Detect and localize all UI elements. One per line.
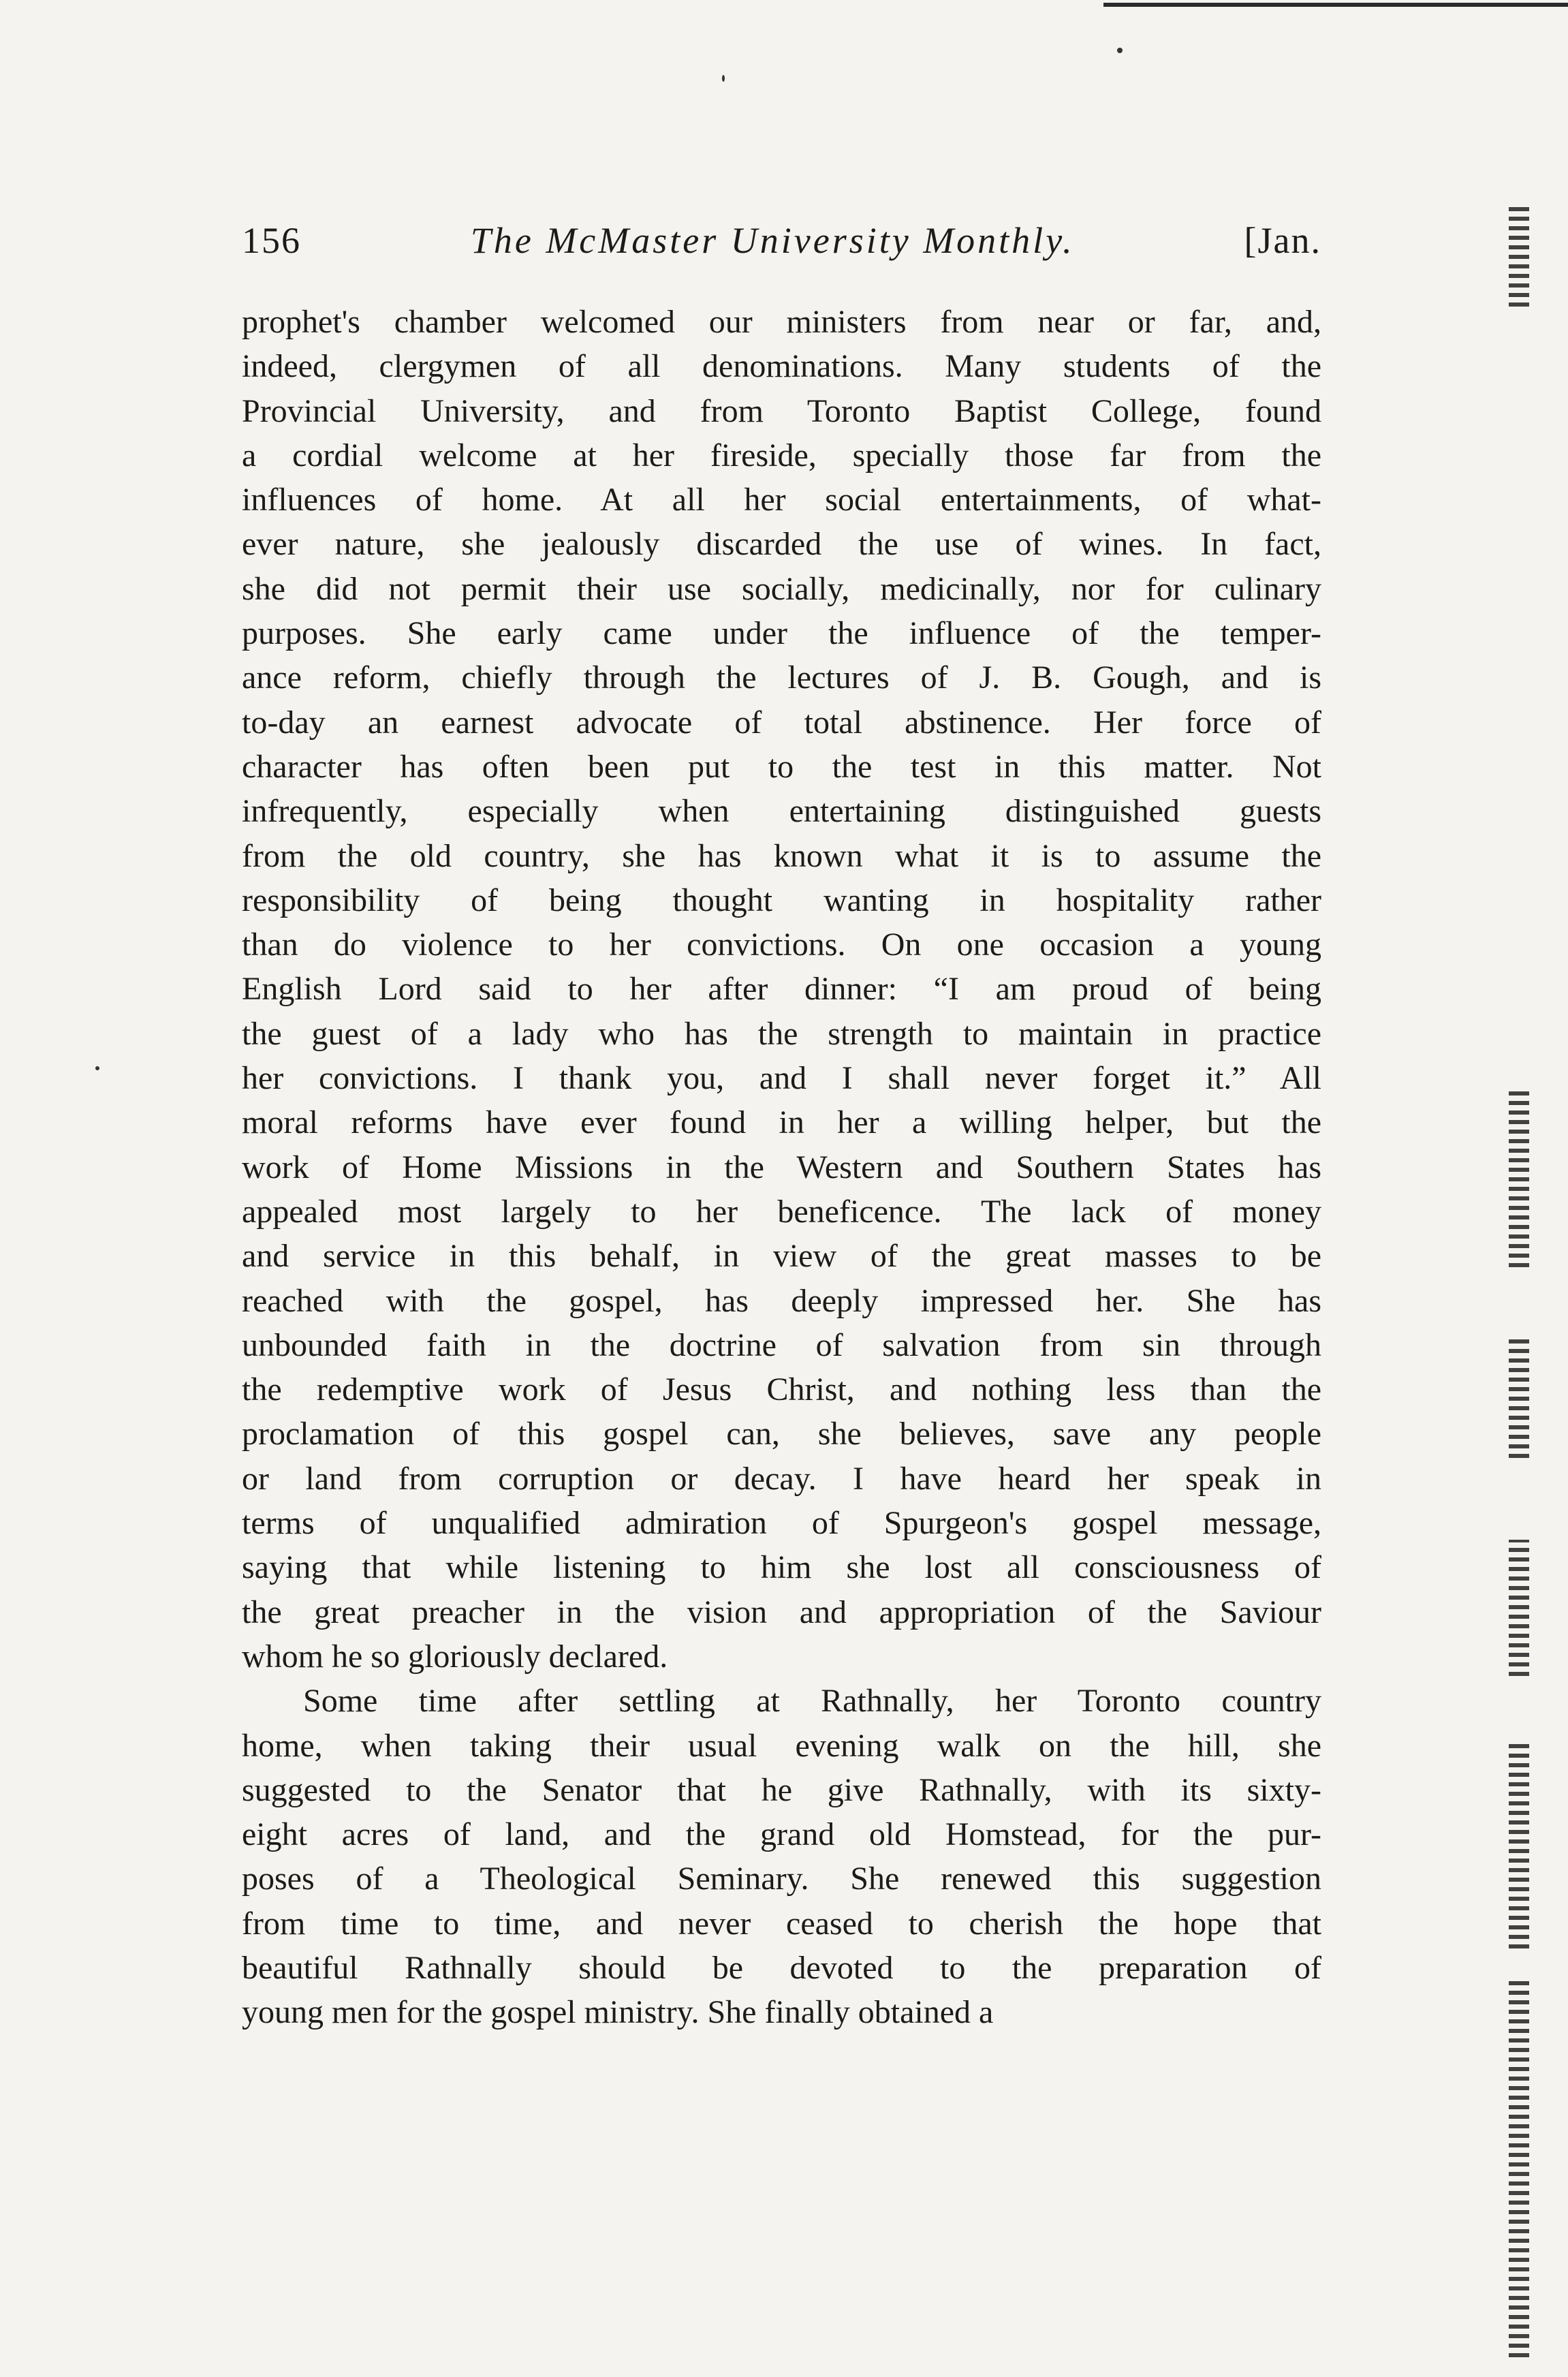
text-line: poses of a Theological Seminary. She renewed this suggestion [242, 1861, 1321, 1897]
text-line: whom he so gloriously declared. [242, 1638, 668, 1675]
scan-speck [722, 75, 725, 82]
text-line: English Lord said to her after dinner: “I am proud of being [242, 971, 1321, 1008]
scan-speck [1117, 48, 1123, 53]
top-edge-rule [1103, 3, 1568, 7]
text-line: from time to time, and never ceased to cherish the hope that [242, 1905, 1321, 1942]
text-line: home, when taking their usual evening walk on the hill, she [242, 1727, 1321, 1764]
scan-speck [95, 1066, 99, 1070]
text-line: Some time after settling at Rathnally, her Toronto country [303, 1683, 1321, 1720]
text-line: proclamation of this gospel can, she believes, save any people [242, 1416, 1321, 1452]
text-line: the redemptive work of Jesus Christ, and nothing less than the [242, 1371, 1321, 1408]
issue-month: [Jan. [1244, 220, 1321, 261]
journal-title: The McMaster University Monthly. [470, 220, 1075, 261]
text-line: saying that while listening to him she lost all consciousness of [242, 1549, 1321, 1586]
text-line: suggested to the Senator that he give Rathnally, with its sixty- [242, 1771, 1321, 1808]
page-number: 156 [242, 220, 301, 261]
text-line: indeed, clergymen of all denominations. Many students of the [242, 348, 1321, 385]
text-line: work of Home Missions in the Western and Southern States has [242, 1149, 1321, 1185]
text-line: young men for the gospel ministry. She finally obtained a [242, 1994, 994, 2031]
scan-edge-artifact [1509, 1744, 1529, 1948]
text-line: purposes. She early came under the influence of the temper- [242, 615, 1321, 652]
scan-edge-artifact [1509, 1540, 1529, 1676]
text-line: character has often been put to the test in this matter. Not [242, 748, 1321, 785]
scan-edge-artifact [1509, 1976, 1529, 2357]
text-line: than do violence to her convictions. On one occasion a young [242, 927, 1321, 963]
text-line: moral reforms have ever found in her a willing helper, but the [242, 1104, 1321, 1141]
text-line: unbounded faith in the doctrine of salvation from sin through [242, 1326, 1321, 1363]
text-line: influences of home. At all her social entertainments, of what- [242, 482, 1321, 518]
text-line: reached with the gospel, has deeply impressed her. She has [242, 1282, 1321, 1319]
text-line: or land from corruption or decay. I have heard her speak in [242, 1460, 1321, 1497]
scan-edge-artifact [1509, 1090, 1529, 1267]
text-line: responsibility of being thought wanting in hospitality rather [242, 882, 1321, 918]
text-line: prophet's chamber welcomed our ministers from near or far, and, [242, 304, 1321, 340]
text-line: ever nature, she jealously discarded the use of wines. In fact, [242, 526, 1321, 563]
text-line: from the old country, she has known what it is to assume the [242, 837, 1321, 874]
running-head [242, 219, 1321, 274]
text-line: to-day an earnest advocate of total abstinence. Her force of [242, 704, 1321, 741]
article-body [242, 300, 1321, 2035]
text-line: infrequently, especially when entertaining distinguished guests [242, 793, 1321, 830]
text-line: the great preacher in the vision and appropriation of the Saviour [242, 1594, 1321, 1630]
text-line: Provincial University, and from Toronto Baptist College, found [242, 392, 1321, 429]
text-line: her convictions. I thank you, and I shall never forget it.” All [242, 1060, 1321, 1097]
text-line: ance reform, chiefly through the lectures of J. B. Gough, and is [242, 659, 1321, 696]
text-line: appealed most largely to her beneficence. The lack of money [242, 1193, 1321, 1230]
text-line: beautiful Rathnally should be devoted to the preparation of [242, 1949, 1321, 1986]
paragraph [242, 300, 1321, 1679]
scan-edge-artifact [1509, 204, 1529, 307]
text-line: a cordial welcome at her fireside, specially those far from the [242, 437, 1321, 473]
text-line: terms of unqualified admiration of Spurgeon's gospel message, [242, 1505, 1321, 1542]
text-line: the guest of a lady who has the strength to maintain in practice [242, 1015, 1321, 1052]
text-line: and service in this behalf, in view of the great masses to be [242, 1238, 1321, 1275]
paragraph [242, 1679, 1321, 2034]
text-line: she did not permit their use socially, medicinally, nor for culinary [242, 570, 1321, 607]
text-line: eight acres of land, and the grand old Homstead, for the pur- [242, 1816, 1321, 1853]
scan-edge-artifact [1509, 1335, 1529, 1458]
